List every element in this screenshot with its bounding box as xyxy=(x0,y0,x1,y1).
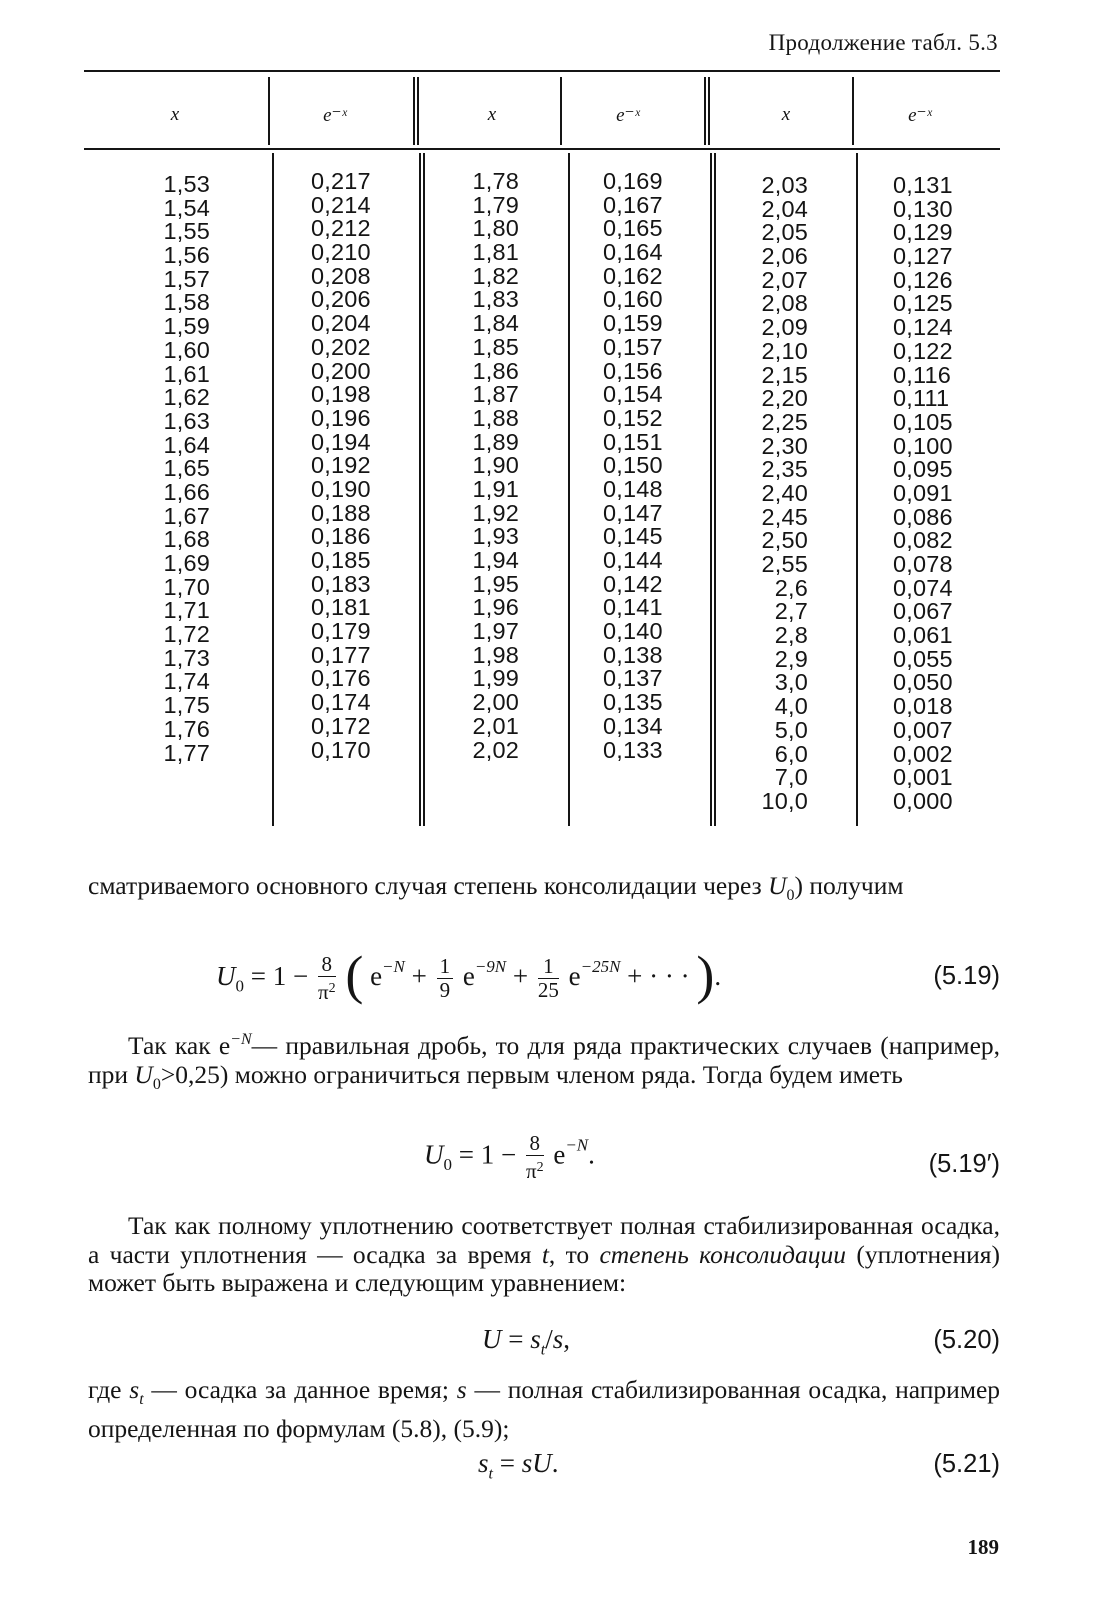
table-cell: 0,142 xyxy=(603,570,663,597)
table-cell: 5,0 xyxy=(774,716,808,743)
table-caption: Продолжение табл. 5.3 xyxy=(768,30,998,55)
table-cell: 1,54 xyxy=(163,194,210,221)
table-cell: 1,90 xyxy=(472,452,519,479)
table-cell: 2,04 xyxy=(761,195,808,222)
table-cell: 0,212 xyxy=(311,215,371,242)
table-cell: 0,202 xyxy=(311,333,371,360)
table-divider xyxy=(560,77,562,145)
table-cell: 0,137 xyxy=(603,665,663,692)
table-cell: 0,133 xyxy=(603,736,663,763)
table-cell: 0,157 xyxy=(603,333,663,360)
table-cell: 2,07 xyxy=(761,266,808,293)
header-ex: e⁻ˣ xyxy=(323,105,347,126)
table-cell: 0,170 xyxy=(311,736,371,763)
table-cell: 0,125 xyxy=(893,290,953,317)
paragraph-consolidation-intro: сматриваемого основного случая степень консолидации через $U_0$) получим xyxy=(88,871,904,905)
equation-number: (5.20) xyxy=(933,1326,1000,1354)
table-cell: 2,40 xyxy=(761,479,808,506)
table-cell: 0,141 xyxy=(603,594,663,621)
table-cell: 0,206 xyxy=(311,286,371,313)
table-cell: 0,129 xyxy=(893,219,953,246)
table-cell: 0,183 xyxy=(311,570,371,597)
table-cell: 0,126 xyxy=(893,266,953,293)
table-cell: 1,71 xyxy=(163,597,210,624)
table-cell: 1,76 xyxy=(163,715,210,742)
table-divider xyxy=(272,153,274,826)
table-cell: 0,124 xyxy=(893,314,953,341)
table-cell: 2,8 xyxy=(774,622,808,649)
table-cell: 0,127 xyxy=(893,243,953,270)
table-cell: 1,82 xyxy=(472,262,519,289)
table-cell: 1,80 xyxy=(472,215,519,242)
table-cell: 0,192 xyxy=(311,452,371,479)
table-cell: 0,130 xyxy=(893,195,953,222)
table-cell: 0,162 xyxy=(603,262,663,289)
table-cell: 1,93 xyxy=(472,523,519,550)
table-cell: 1,86 xyxy=(472,357,519,384)
column-ex-1 xyxy=(311,170,371,762)
table-cell: 1,55 xyxy=(163,218,210,245)
table-double-divider xyxy=(710,153,712,826)
table-cell: 2,08 xyxy=(761,290,808,317)
paragraph-series-approximation: Так как $e^{-N}—$ правильная дробь, то для ряда практических случаев (например, при $U_0>0,25$) можно ограничиться первым членом ряда. Тогда будем иметь xyxy=(88,1031,1001,1093)
header-ex: e⁻ˣ xyxy=(908,105,932,126)
table-cell: 0,134 xyxy=(603,712,663,739)
table-cell: 0,160 xyxy=(603,286,663,313)
table-cell: 0,164 xyxy=(603,239,663,266)
table-cell: 1,70 xyxy=(163,573,210,600)
table-cell: 0,074 xyxy=(893,574,953,601)
table-cell: 1,60 xyxy=(163,336,210,363)
table-cell: 0,159 xyxy=(603,310,663,337)
table-cell: 0,067 xyxy=(893,598,953,625)
table-cell: 0,095 xyxy=(893,456,953,483)
table-cell: 0,007 xyxy=(893,716,953,743)
table-cell: 2,05 xyxy=(761,219,808,246)
table-cell: 0,050 xyxy=(893,669,953,696)
table-cell: 1,62 xyxy=(163,384,210,411)
table-cell: 2,6 xyxy=(774,574,808,601)
table-cell: 2,9 xyxy=(774,645,808,672)
equation-5-19-prime: $U_0 = 1$ − $\frac{8}{\pi^2}$ $e^{-N}$. xyxy=(424,1131,595,1183)
table-cell: 0,208 xyxy=(311,262,371,289)
table-cell: 2,06 xyxy=(761,243,808,270)
table-header-rule xyxy=(84,148,1000,150)
table-cell: 0,190 xyxy=(311,475,371,502)
header-ex: e⁻ˣ xyxy=(616,105,640,126)
table-cell: 1,98 xyxy=(472,641,519,668)
table-double-divider xyxy=(704,77,706,145)
table-top-rule xyxy=(84,70,1000,72)
table-cell: 2,30 xyxy=(761,432,808,459)
table-cell: 1,67 xyxy=(163,502,210,529)
table-cell: 0,144 xyxy=(603,547,663,573)
table-cell: 0,140 xyxy=(603,618,663,645)
table-cell: 1,95 xyxy=(472,570,519,597)
table-cell: 1,97 xyxy=(472,618,519,645)
table-cell: 1,92 xyxy=(472,499,519,526)
table-cell: 0,196 xyxy=(311,404,371,431)
table-cell: 0,082 xyxy=(893,527,953,554)
table-cell: 1,72 xyxy=(163,621,210,648)
paragraph-where: где $s_t$ — осадка за данное время; s — полная стабилизированная осадка, например определенная по формулам (5.8), (5.9); xyxy=(88,1375,1001,1443)
table-cell: 1,96 xyxy=(472,594,519,621)
table-cell: 1,89 xyxy=(472,428,519,455)
table-cell: 0,086 xyxy=(893,503,953,530)
table-cell: 1,84 xyxy=(472,310,519,337)
table-cell: 7,0 xyxy=(774,764,808,791)
table-cell: 0,150 xyxy=(603,452,663,479)
table-cell: 1,99 xyxy=(472,665,519,692)
table-cell: 1,66 xyxy=(163,478,210,505)
equation-5-21: $s_t$ = sU. xyxy=(478,1448,559,1483)
table-cell: 1,79 xyxy=(472,191,519,218)
table-cell: 0,210 xyxy=(311,239,371,266)
page-number: 189 xyxy=(967,1535,999,1559)
table-cell: 2,00 xyxy=(472,689,519,716)
table-cell: 0,172 xyxy=(311,712,371,739)
table-cell: 0,091 xyxy=(893,479,953,506)
table-divider xyxy=(852,77,854,145)
table-cell: 1,53 xyxy=(163,171,210,197)
table-cell: 0,214 xyxy=(311,191,371,218)
table-cell: 10,0 xyxy=(761,787,808,814)
table-cell: 0,100 xyxy=(893,432,953,459)
table-cell: 0,078 xyxy=(893,551,953,577)
table-cell: 0,152 xyxy=(603,404,663,431)
table-cell: 1,58 xyxy=(163,289,210,316)
table-cell: 1,61 xyxy=(163,360,210,387)
table-cell: 1,85 xyxy=(472,333,519,360)
table-double-divider xyxy=(714,153,716,826)
header-x: x xyxy=(781,104,791,125)
table-cell: 0,186 xyxy=(311,523,371,550)
table-cell: 0,179 xyxy=(311,618,371,645)
table-cell: 1,78 xyxy=(472,168,519,194)
equation-5-19: $U_0 = 1$ − $\frac{8}{\pi^2}$ ( $e^{-N}$ + $\frac{1}{9}$ $e^{-9N}$ + $\frac{1}{25}$ $e^{-25N}$ + · · · ). xyxy=(216,945,722,1005)
table-cell: 1,64 xyxy=(163,431,210,458)
table-cell: 2,25 xyxy=(761,408,808,435)
table-divider xyxy=(856,153,858,826)
table-cell: 0,167 xyxy=(603,191,663,218)
table-cell: 1,83 xyxy=(472,286,519,313)
table-cell: 0,138 xyxy=(603,641,663,668)
table-cell: 1,69 xyxy=(163,550,210,576)
table-cell: 2,50 xyxy=(761,527,808,554)
column-x-1 xyxy=(140,173,210,765)
table-cell: 1,77 xyxy=(163,739,210,766)
table-cell: 1,57 xyxy=(163,265,210,292)
table-cell: 0,154 xyxy=(603,381,663,408)
table-cell: 0,061 xyxy=(893,622,953,649)
table-cell: 0,055 xyxy=(893,645,953,672)
equation-number: (5.19) xyxy=(933,962,1000,990)
table-double-divider xyxy=(708,77,710,145)
table-cell: 1,94 xyxy=(472,547,519,573)
table-cell: 0,181 xyxy=(311,594,371,621)
table-cell: 2,03 xyxy=(761,172,808,198)
table-cell: 6,0 xyxy=(774,740,808,767)
table-cell: 0,135 xyxy=(603,689,663,716)
table-cell: 0,145 xyxy=(603,523,663,550)
table-cell: 2,15 xyxy=(761,361,808,388)
table-cell: 1,68 xyxy=(163,526,210,553)
table-cell: 2,20 xyxy=(761,385,808,412)
table-cell: 0,188 xyxy=(311,499,371,526)
table-cell: 1,88 xyxy=(472,404,519,431)
column-x-3 xyxy=(738,174,808,814)
table-cell: 0,194 xyxy=(311,428,371,455)
equation-5-20: $U = s_t/s$, xyxy=(482,1324,570,1359)
table-cell: 0,001 xyxy=(893,764,953,791)
table-cell: 3,0 xyxy=(774,669,808,696)
table-cell: 2,55 xyxy=(761,551,808,577)
table-cell: 0,151 xyxy=(603,428,663,455)
table-cell: 0,165 xyxy=(603,215,663,242)
table-cell: 0,000 xyxy=(893,787,953,814)
table-cell: 1,81 xyxy=(472,239,519,266)
table-cell: 0,116 xyxy=(893,361,952,388)
table-cell: 0,131 xyxy=(893,172,953,198)
table-double-divider xyxy=(417,77,419,145)
table-cell: 0,111 xyxy=(893,385,950,412)
table-cell: 1,56 xyxy=(163,242,210,269)
table-cell: 0,147 xyxy=(603,499,663,526)
table-cell: 1,91 xyxy=(472,475,519,502)
table-cell: 0,122 xyxy=(893,337,953,364)
table-cell: 2,09 xyxy=(761,314,808,341)
table-cell: 0,217 xyxy=(311,168,371,194)
table-cell: 0,169 xyxy=(603,168,663,194)
equation-number: (5.21) xyxy=(933,1450,1000,1478)
table-cell: 2,45 xyxy=(761,503,808,530)
table-cell: 0,018 xyxy=(893,693,953,720)
table-cell: 0,002 xyxy=(893,740,953,767)
table-divider xyxy=(568,153,570,826)
table-cell: 0,156 xyxy=(603,357,663,384)
table-cell: 0,148 xyxy=(603,475,663,502)
table-cell: 2,10 xyxy=(761,337,808,364)
header-x: x xyxy=(487,104,497,125)
equation-number: (5.19′) xyxy=(928,1150,1000,1178)
table-cell: 1,59 xyxy=(163,313,210,340)
header-x: x xyxy=(170,104,180,125)
table-cell: 0,174 xyxy=(311,689,371,716)
column-ex-2 xyxy=(603,170,663,762)
table-double-divider xyxy=(423,153,425,826)
column-x-2 xyxy=(449,170,519,762)
table-double-divider xyxy=(413,77,415,145)
table-cell: 4,0 xyxy=(774,693,808,720)
table-cell: 1,75 xyxy=(163,692,210,719)
table-double-divider xyxy=(419,153,421,826)
table-cell: 0,204 xyxy=(311,310,371,337)
table-cell: 0,185 xyxy=(311,547,371,573)
table-cell: 2,01 xyxy=(472,712,519,739)
table-cell: 0,105 xyxy=(893,408,953,435)
table-divider xyxy=(268,77,270,145)
table-cell: 2,02 xyxy=(472,736,519,763)
table-cell: 1,63 xyxy=(163,407,210,434)
column-ex-3 xyxy=(893,174,953,814)
table-cell: 0,198 xyxy=(311,381,371,408)
table-cell: 1,65 xyxy=(163,455,210,482)
table-cell: 0,177 xyxy=(311,641,371,668)
table-cell: 2,35 xyxy=(761,456,808,483)
table-cell: 1,73 xyxy=(163,644,210,671)
table-cell: 2,7 xyxy=(774,598,808,625)
table-cell: 0,176 xyxy=(311,665,371,692)
paragraph-degree-of-consolidation: Так как полному уплотнению соответствует полная стабилизированная осадка, а части уплотнения — осадка за время t, то степень консолидации (уплотнения) может быть выражена и следующим уравнением: xyxy=(88,1211,1000,1297)
table-cell: 1,74 xyxy=(163,668,210,695)
table-cell: 0,200 xyxy=(311,357,371,384)
table-cell: 1,87 xyxy=(472,381,519,408)
